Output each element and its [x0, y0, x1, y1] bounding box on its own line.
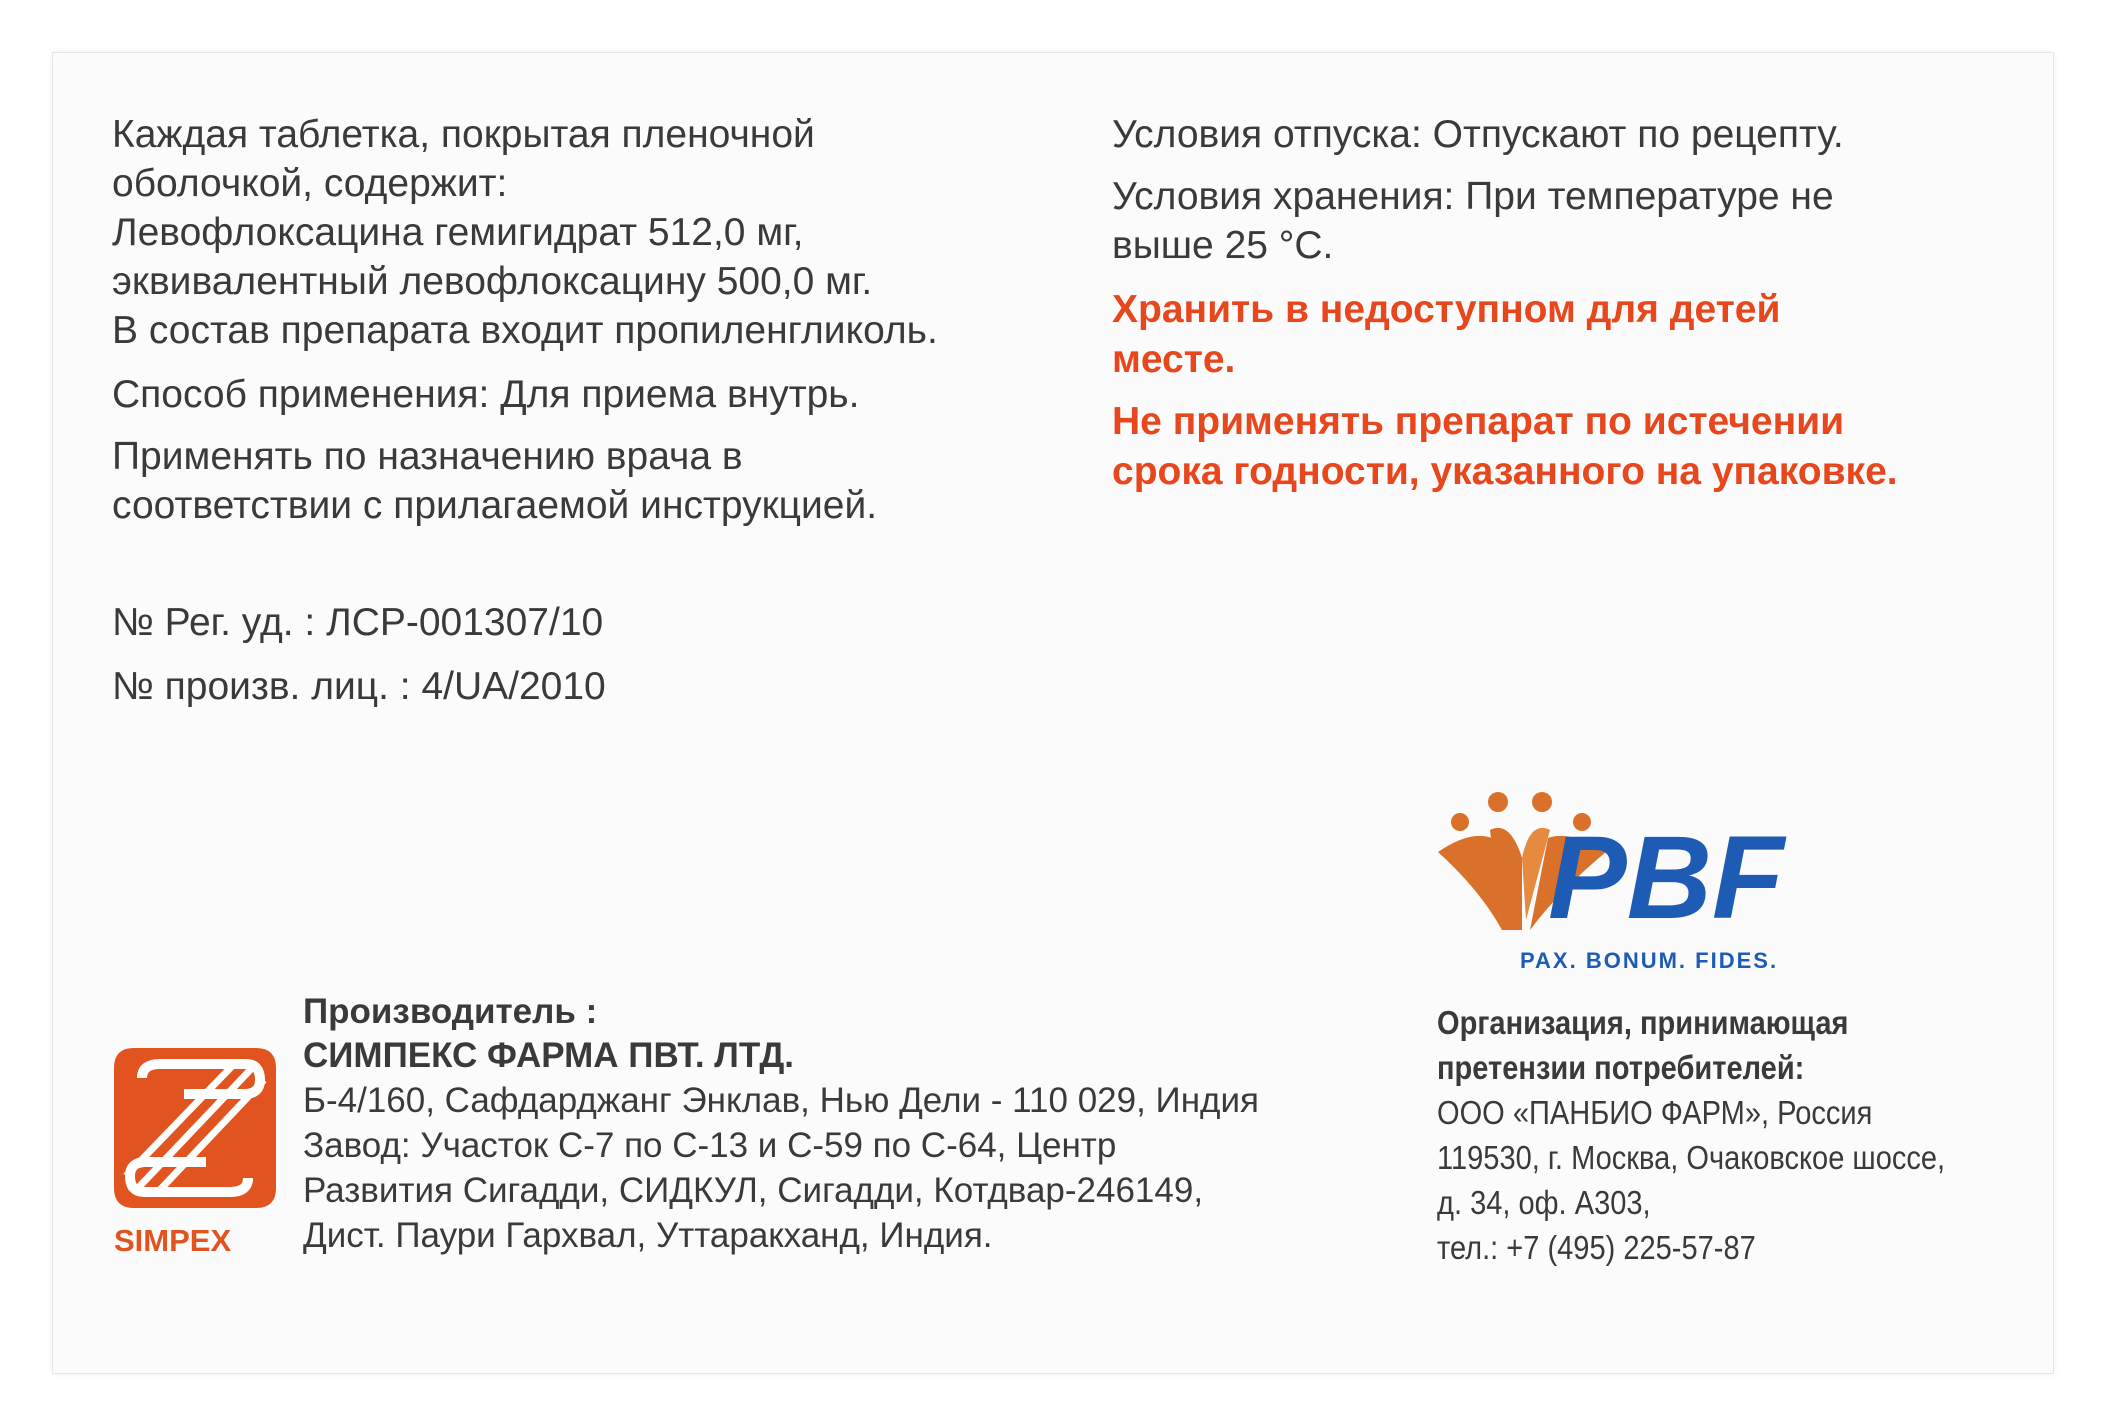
manufacturer-address-line: Развития Сигадди, СИДКУЛ, Сигадди, Котдвар-246149,	[303, 1171, 1204, 1210]
warning-line: месте.	[1112, 338, 1236, 381]
manufacturer-address-line: Б-4/160, Сафдарджанг Энклав, Нью Дели - 110 029, Индия	[303, 1081, 1259, 1120]
composition-line: эквивалентный левофлоксацину 500,0 мг.	[112, 260, 873, 303]
composition-line: В состав препарата входит пропиленгликоль.	[112, 309, 938, 352]
expiry-warning	[1112, 397, 1898, 497]
claims-line: ООО «ПАНБИО ФАРМ», Россия	[1437, 1094, 1873, 1131]
claims-line: д. 34, оф. А303,	[1437, 1184, 1651, 1221]
claims-heading-line: претензии потребителей:	[1437, 1049, 1805, 1086]
usage-block	[112, 432, 877, 530]
warning-line: срока годности, указанного на упаковке.	[1112, 450, 1898, 493]
warning-line: Хранить в недоступном для детей	[1112, 288, 1781, 331]
storage-line: Условия хранения: При температуре не	[1112, 175, 1834, 218]
manufacturer-address-line: Дист. Паури Гархвал, Уттаракханд, Индия.	[303, 1216, 993, 1255]
simpex-emblem-icon	[114, 1048, 276, 1208]
manufacturer-heading: Производитель :	[303, 992, 598, 1031]
simpex-logo	[114, 1048, 276, 1258]
claims-heading-line: Организация, принимающая	[1437, 1004, 1849, 1041]
composition-block	[112, 110, 938, 355]
storage-conditions	[1112, 172, 1834, 270]
claims-block	[1437, 1000, 2014, 1270]
usage-line: соответствии с прилагаемой инструкцией.	[112, 484, 878, 527]
manufacturer-address-line: Завод: Участок С-7 по С-13 и С-59 по С-64, Центр	[303, 1126, 1117, 1165]
license-number: № произв. лиц. : 4/UA/2010	[112, 665, 606, 708]
claims-line: 119530, г. Москва, Очаковское шоссе,	[1437, 1139, 1946, 1176]
pbf-motto: PAX. BONUM. FIDES.	[1520, 948, 1779, 973]
simpex-logo-text: SIMPEX	[114, 1223, 232, 1258]
manufacturer-name: СИМПЕКС ФАРМА ПВТ. ЛТД.	[303, 1036, 795, 1075]
composition-line: оболочкой, содержит:	[112, 162, 508, 205]
dispensing-conditions: Условия отпуска: Отпускают по рецепту.	[1112, 113, 1844, 156]
svg-text:PBF: PBF	[1548, 812, 1784, 944]
administration-text: Способ применения: Для приема внутрь.	[112, 373, 860, 416]
manufacturer-block	[303, 990, 1259, 1258]
children-warning	[1112, 285, 1780, 385]
usage-line: Применять по назначению врача в	[112, 435, 743, 478]
composition-line: Левофлоксацина гемигидрат 512,0 мг,	[112, 211, 804, 254]
warning-line: Не применять препарат по истечении	[1112, 400, 1845, 443]
storage-line: выше 25 °С.	[1112, 224, 1334, 267]
claims-line: тел.: +7 (495) 225-57-87	[1437, 1229, 1756, 1266]
registration-number: № Рег. уд. : ЛСР-001307/10	[112, 601, 604, 644]
composition-line: Каждая таблетка, покрытая пленочной	[112, 113, 815, 156]
